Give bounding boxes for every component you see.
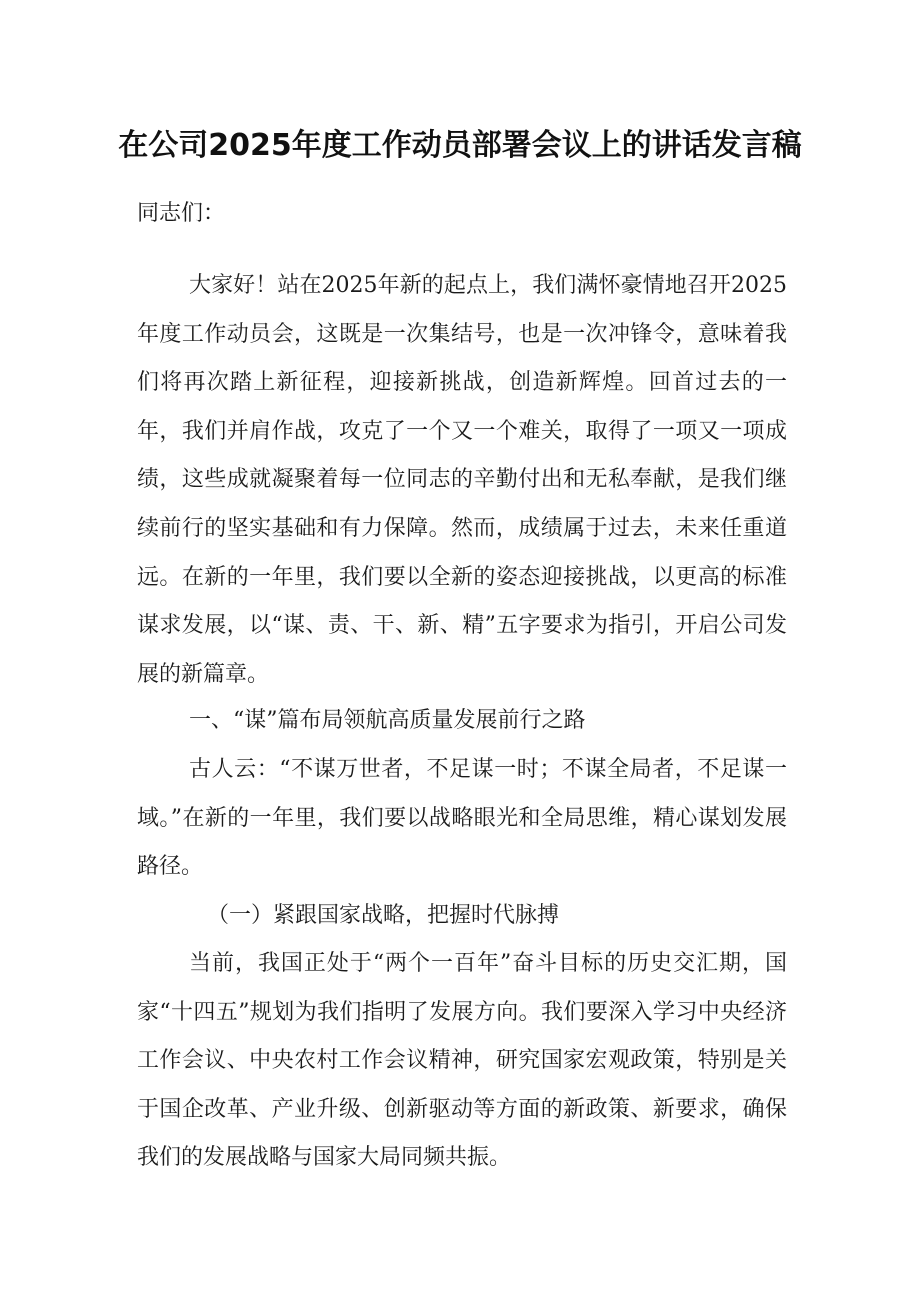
paragraph-subsection-1: 当前，我国正处于“两个一百年”奋斗目标的历史交汇期，国家“十四五”规划为我们指明了发展方向。我们要深入学习中央经济工作会议、中央农村工作会议精神，研究国家宏观政策，特别是关于国企改革、产业升级、创新驱动等方面的新政策、新要求，确保我们的发展战略与国家大局同频共振。: [137, 951, 787, 1171]
paragraph-section-1: 古人云：“不谋万世者，不足谋一时；不谋全局者，不足谋一域。”在新的一年里，我们要以战略眼光和全局思维，精心谋划发展路径。: [137, 757, 787, 880]
paragraph-intro: 大家好！站在2025年新的起点上，我们满怀豪情地召开2025年度工作动员会，这既是一次集结号，也是一次冲锋令，意味着我们将再次踏上新征程，迎接新挑战，创造新辉煌。回首过去的一年，我们并肩作战，攻克了一个又一个难关，取得了一项又一项成绩，这些成就凝聚着每一位同志的辛勤付出和无私奉献，是我们继续前行的坚实基础和有力保障。然而，成绩属于过去，未来任重道远。在新的一年里，我们要以全新的姿态迎接挑战，以更高的标准谋求发展，以“谋、责、干、新、精”五字要求为指引，开启公司发展的新篇章。: [137, 273, 787, 687]
subsection-heading-1: （一）紧跟国家战略，把握时代脉搏: [207, 903, 560, 928]
greeting: 同志们：: [137, 201, 226, 226]
document-title: 在公司2025年度工作动员部署会议上的讲话发言稿: [118, 128, 802, 163]
section-heading-1: 一、“谋”篇布局领航高质量发展前行之路: [189, 708, 586, 733]
